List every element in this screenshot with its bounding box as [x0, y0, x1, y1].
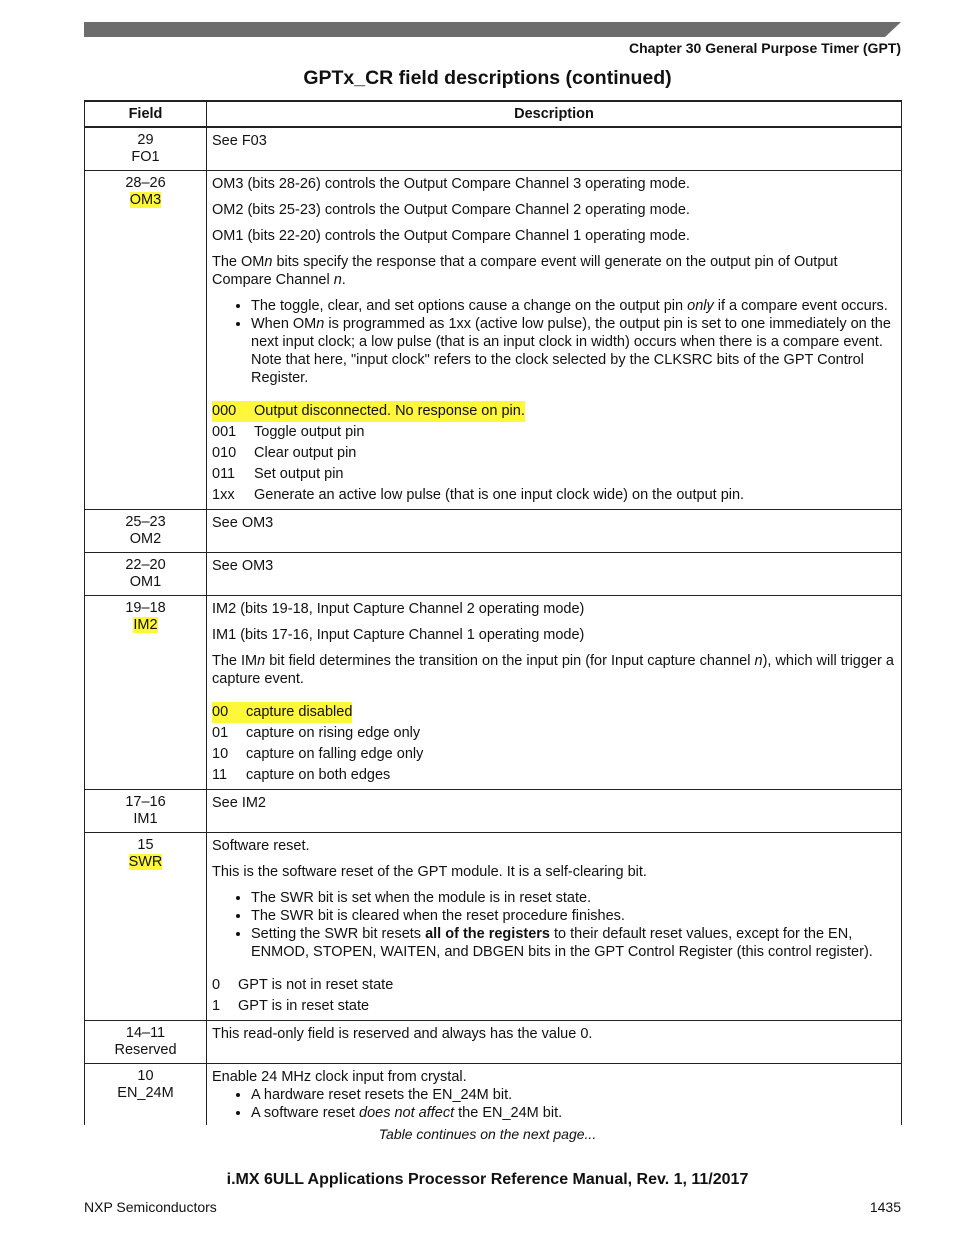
- value-row: [212, 702, 897, 723]
- description-cell: [207, 509, 902, 552]
- value-text: Output disconnected. No response on pin.: [254, 402, 525, 419]
- page-number: 1435: [869, 1199, 901, 1215]
- description-text: This read-only field is reserved and always has the value 0.: [212, 1025, 593, 1042]
- manual-title-footer: i.MX 6ULL Applications Processor Reference Manual, Rev. 1, 11/2017: [226, 1171, 749, 1188]
- value-text: Clear output pin: [254, 444, 357, 461]
- value-row: [212, 744, 897, 765]
- description-text: See IM2: [212, 794, 266, 811]
- table-row: [85, 509, 902, 552]
- value-text: capture on falling edge only: [246, 745, 424, 762]
- value-row: [212, 765, 897, 786]
- table-row: [85, 595, 902, 789]
- description-cell: [207, 170, 902, 509]
- value-text: GPT is in reset state: [238, 997, 370, 1014]
- field-cell: [85, 789, 207, 832]
- bullet-list: [212, 297, 897, 387]
- description-text: OM3 (bits 28-26) controls the Output Compare Channel 3 operating mode.: [212, 175, 690, 192]
- table-row: [85, 1063, 902, 1125]
- description-cell: [207, 127, 902, 170]
- value-text: capture disabled: [246, 703, 353, 720]
- bullet-list: [212, 889, 897, 961]
- description-cell: [207, 789, 902, 832]
- field-column-header: Field: [85, 101, 207, 127]
- field-descriptions-table: [84, 100, 902, 1125]
- table-continues-note: Table continues on the next page...: [378, 1126, 597, 1142]
- description-text: OM2 (bits 25-23) controls the Output Compare Channel 2 operating mode.: [212, 201, 690, 218]
- field-bits: 19–18: [125, 599, 166, 616]
- bullet-item: • The SWR bit is set when the module is in reset state.: [251, 889, 897, 907]
- field-name: EN_24M: [117, 1084, 174, 1101]
- table-row: [85, 127, 902, 170]
- bullet-item: • A software reset does not affect the EN_24M bit.: [251, 1104, 897, 1122]
- table-row: [85, 552, 902, 595]
- value-text: Set output pin: [254, 465, 344, 482]
- bullet-item: • When OMn is programmed as 1xx (active low pulse), the output pin is set to one immediately on the next input clock; a low pulse (that is an input clock in width) occurs when there is a compare event. Note that here, "input clock" refers to the clock selected by the CLKSRC bits of the GPT Control Register.: [251, 315, 897, 387]
- field-cell: [85, 509, 207, 552]
- field-name: FO1: [131, 149, 160, 165]
- description-text: IM1 (bits 17-16, Input Capture Channel 1 operating mode): [212, 626, 585, 643]
- description-cell: [207, 832, 902, 1020]
- bullet-item: • The toggle, clear, and set options cause a change on the output pin only if a compare event occurs.: [251, 297, 897, 315]
- value-text: Toggle output pin: [254, 423, 365, 440]
- field-cell: [85, 832, 207, 1020]
- value-row: [212, 401, 897, 422]
- value-text: Generate an active low pulse (that is one input clock wide) on the output pin.: [254, 486, 745, 503]
- field-bits: 15: [137, 836, 154, 853]
- value-row: [212, 422, 897, 443]
- value-row: [212, 443, 897, 464]
- value-code: 1: [212, 997, 221, 1014]
- value-code: 0: [212, 976, 221, 993]
- description-text: See F03: [212, 133, 267, 149]
- field-bits: 10: [137, 1067, 154, 1084]
- field-bits: 17–16: [125, 793, 166, 810]
- description-column-header: Description: [207, 101, 902, 127]
- table-row: [85, 170, 902, 509]
- description-text: OM1 (bits 22-20) controls the Output Compare Channel 1 operating mode.: [212, 227, 690, 244]
- field-name: Reserved: [114, 1041, 177, 1058]
- bullet-item: • Setting the SWR bit resets all of the registers to their default reset values, except for the EN, ENMOD, STOPEN, WAITEN, and DBGEN bits in the GPT Control Register (this control register).: [251, 925, 897, 961]
- value-code: 001: [212, 423, 237, 440]
- field-cell: [85, 552, 207, 595]
- table-row: [85, 1020, 902, 1063]
- field-cell: [85, 127, 207, 170]
- table-title: GPTx_CR field descriptions (continued): [303, 67, 672, 89]
- bullet-item: • A hardware reset resets the EN_24M bit.: [251, 1086, 897, 1104]
- value-code: 011: [212, 465, 236, 482]
- field-name-highlighted: IM2: [133, 616, 158, 633]
- value-text: capture on rising edge only: [246, 724, 421, 741]
- company-footer: NXP Semiconductors: [84, 1199, 217, 1215]
- description-cell: [207, 595, 902, 789]
- value-row: [212, 723, 897, 744]
- description-text: Enable 24 MHz clock input from crystal.: [212, 1068, 467, 1085]
- value-code: 010: [212, 444, 237, 461]
- field-cell: [85, 1063, 207, 1125]
- value-list: [212, 702, 897, 786]
- bullet-list: [212, 1086, 897, 1122]
- value-code: 00: [212, 703, 229, 720]
- field-name: IM1: [133, 810, 158, 827]
- table-row: [85, 789, 902, 832]
- table-row: [85, 832, 902, 1020]
- description-text: The IMn bit field determines the transition on the input pin (for Input capture channel n), which will trigger a capture event.: [212, 652, 894, 687]
- field-bits: 25–23: [125, 513, 166, 530]
- description-text: The OMn bits specify the response that a compare event will generate on the output pin of Output Compare Channel n.: [212, 253, 838, 288]
- field-cell: [85, 1020, 207, 1063]
- field-name: OM1: [129, 573, 162, 590]
- field-cell: [85, 595, 207, 789]
- value-row: [212, 485, 897, 506]
- value-text: GPT is not in reset state: [238, 976, 394, 993]
- value-row: [212, 996, 897, 1017]
- description-text: Software reset.: [212, 837, 310, 854]
- field-bits: 28–26: [125, 174, 166, 191]
- value-code: 11: [212, 766, 228, 783]
- field-bits: 14–11: [125, 1024, 166, 1041]
- header-bar: [84, 22, 901, 37]
- chapter-title: Chapter 30 General Purpose Timer (GPT): [628, 40, 901, 56]
- field-name-highlighted: SWR: [128, 853, 163, 870]
- description-text: This is the software reset of the GPT module. It is a self-clearing bit.: [212, 863, 647, 880]
- description-text: See OM3: [212, 557, 274, 574]
- value-text: capture on both edges: [246, 766, 391, 783]
- value-code: 1xx: [212, 486, 235, 503]
- value-code: 10: [212, 745, 229, 762]
- value-list: [212, 975, 897, 1017]
- value-code: 01: [212, 724, 229, 741]
- field-name-highlighted: OM3: [129, 191, 162, 208]
- field-name: OM2: [129, 530, 162, 547]
- description-text: IM2 (bits 19-18, Input Capture Channel 2 operating mode): [212, 600, 585, 617]
- field-bits: 29: [137, 132, 154, 148]
- value-row: [212, 464, 897, 485]
- description-text: See OM3: [212, 514, 274, 531]
- description-cell: [207, 1063, 902, 1125]
- description-cell: [207, 1020, 902, 1063]
- table-header-row: [85, 101, 902, 127]
- description-cell: [207, 552, 902, 595]
- value-row: [212, 975, 897, 996]
- value-list: [212, 401, 897, 506]
- value-code: 000: [212, 402, 237, 419]
- bullet-item: • The SWR bit is cleared when the reset procedure finishes.: [251, 907, 897, 925]
- field-bits: 22–20: [125, 556, 166, 573]
- field-cell: [85, 170, 207, 509]
